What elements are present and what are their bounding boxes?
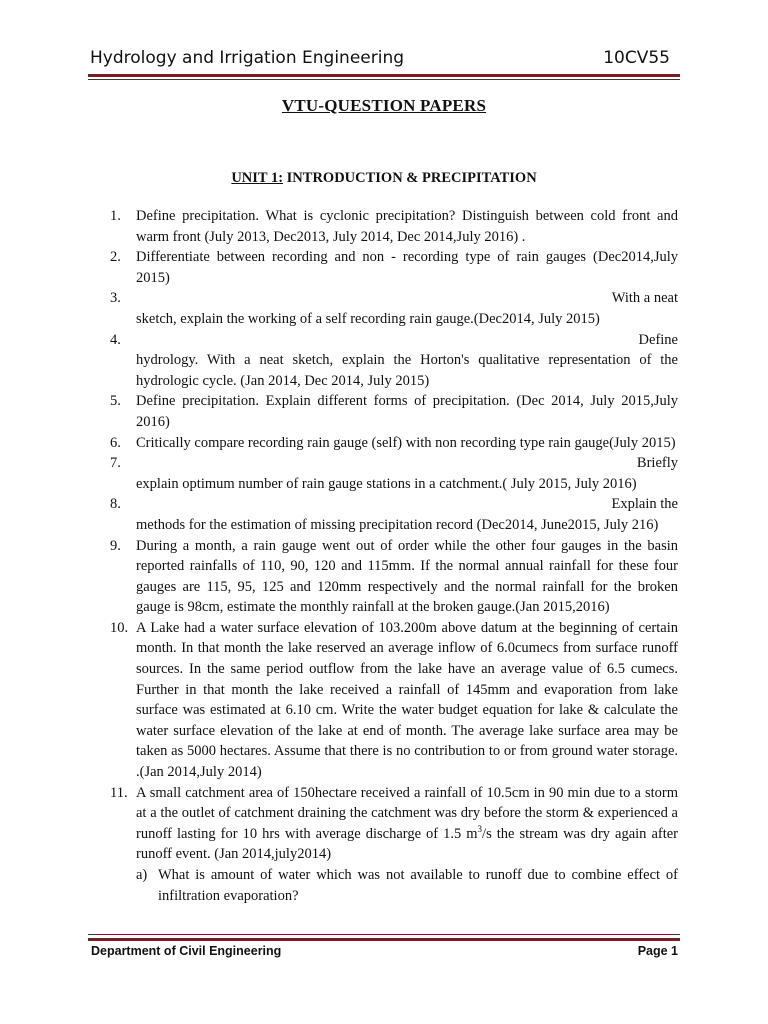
header-course-code: 10CV55 [603,48,670,68]
document-title: VTU-QUESTION PAPERS [281,96,487,115]
question-item [110,453,678,494]
question-number: 2. [110,249,121,266]
sub-question-text: What is amount of water which was not available to runoff due to combine effect of infiltration evaporation? [158,867,678,904]
question-text: methods for the estimation of missing precipitation record (Dec2014, June2015, July 216) [136,516,659,533]
question-number: 8. [110,496,121,513]
unit-title: INTRODUCTION & PRECIPITATION [283,170,537,186]
question-item [110,783,678,865]
footer-rule-thin [88,934,680,935]
question-lead-text: Briefly [636,455,678,472]
sub-question-item [110,865,678,906]
question-text-part: /s the stream was dry again after runoff event. (Jan 2014,july2014) [136,825,679,863]
question-text: Define precipitation. What is cyclonic precipitation? Distinguish between cold front and warm front (July 2013, Dec2013, July 2014, Dec 2014,July 2016) . [136,208,678,245]
question-text: A Lake had a water surface elevation of 103.200m above datum at the beginning of certain month. In that month the lake reserved an average inflow of 6.0cumecs from surface runoff sources. In the same period outflow from the lake have an average value of 6.5 cumecs. Further in that month the lake received a rainfall of 145mm and evaporation from lake surface was estimated at 6.10 cm. Write the water budget equation for lake & calculate the water surface elevation of the lake at end of month. The average lake surface area may be taken as 5000 hectares. Assume that there is no contribution to or from ground water storage. .(Jan 2014,July 2014) [136,619,678,781]
question-number: 1. [110,208,121,224]
question-item [110,330,678,392]
question-item [110,247,678,288]
question-item [110,391,678,432]
sub-question-label: a) [136,867,148,883]
question-list [110,206,678,906]
question-text: explain optimum number of rain gauge stations in a catchment.( July 2015, July 2016) [136,475,637,492]
header-rule-thin [88,79,680,80]
question-number: 7. [110,455,121,472]
superscript: 3 [477,823,483,834]
question-item [110,206,678,247]
question-number: 5. [110,393,121,410]
question-lead-text: Define [638,331,678,348]
question-text: Critically compare recording rain gauge (self) with non recording type rain gauge(July 2015) [136,434,676,451]
unit-heading [0,170,768,187]
question-item [110,288,678,329]
question-text: Differentiate between recording and non - recording type of rain gauges (Dec2014,July 2015) [136,249,678,286]
question-lead-text: With a neat [611,290,678,307]
question-text: Define precipitation. Explain different forms of precipitation. (Dec 2014, July 2015,July 2016) [136,393,678,430]
footer-rule-thick [88,938,680,941]
question-text [136,783,678,865]
question-item [110,433,678,454]
question-item [110,618,678,783]
question-item [110,494,678,535]
footer-page-number: Page 1 [637,944,678,958]
question-text-part: A small catchment area of 150hectare received a rainfall of 10.5cm in 90 min due to a storm at a the outlet of catchment draining the catchment was dry before the storm & experienced a runoff lasting for 10 hrs with average discharge of 1.5 m [136,784,678,842]
question-text: During a month, a rain gauge went out of order while the other four gauges in the basin reported rainfalls of 110, 90, 120 and 115mm. If the normal annual rainfall for these four gauges are 115, 95, 125 and 120mm respectively and the normal rainfall for the broken gauge is 98cm, estimate the monthly rainfall at the broken gauge.(Jan 2015,2016) [136,537,678,616]
question-number: 4. [110,331,121,348]
question-number: 11. [110,784,128,801]
unit-label: UNIT 1: [231,170,284,186]
question-number: 9. [110,537,121,554]
question-number: 6. [110,434,121,451]
question-text: sketch, explain the working of a self recording rain gauge.(Dec2014, July 2015) [136,310,600,327]
header-rule-thick [88,74,680,77]
question-text: hydrology. With a neat sketch, explain the Horton's qualitative representation of the hydrologic cycle. (Jan 2014, Dec 2014, July 2015) [136,352,678,389]
footer-department: Department of Civil Engineering [91,944,282,958]
question-number: 3. [110,290,121,307]
question-number: 10. [110,619,129,636]
header-course-title: Hydrology and Irrigation Engineering [90,48,405,68]
question-item [110,536,678,618]
question-lead-text: Explain the [611,496,678,513]
